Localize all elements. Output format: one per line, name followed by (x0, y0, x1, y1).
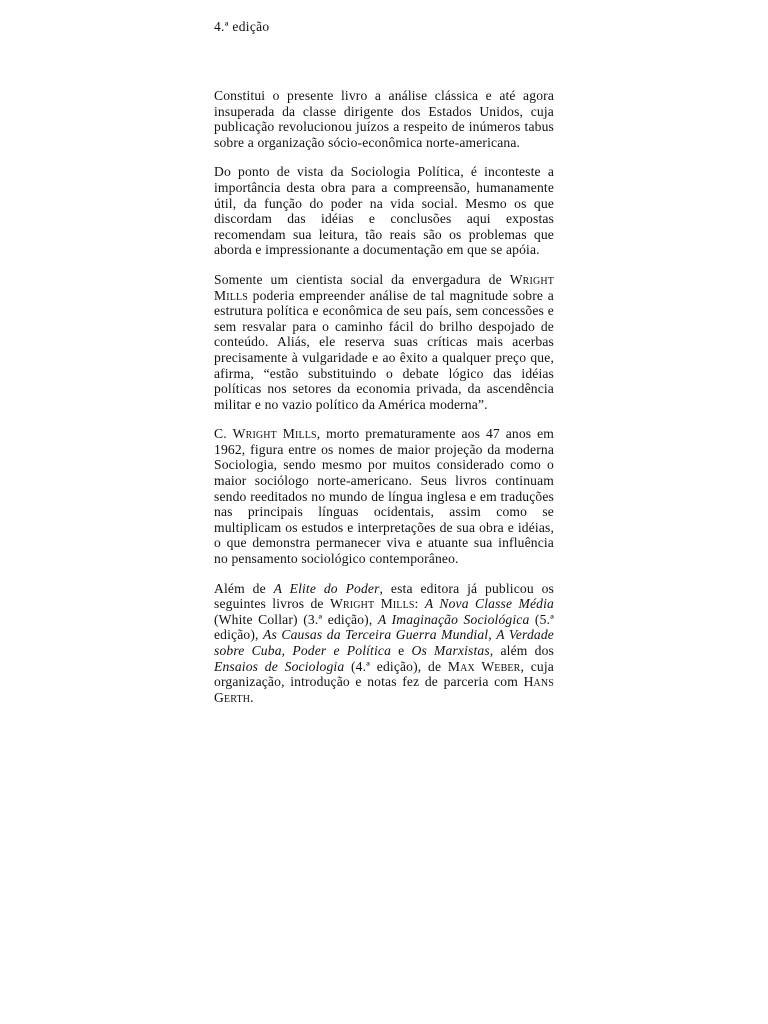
author-name: Wright Mills (214, 271, 554, 303)
author-name: Max Weber (447, 658, 521, 674)
p5-t11: , cuja organização, introdução e notas fez de parceria com (214, 658, 554, 690)
p5-t2: , esta editora já publicou os seguintes livros de (214, 580, 554, 612)
p5-t8: e (398, 643, 405, 658)
book-title: Os Marxistas (411, 643, 490, 658)
p5-t4: (White Collar) (3.ª edição), (214, 611, 373, 627)
p4-initial: C. (214, 426, 227, 442)
author-name: Wright Mills (232, 426, 317, 442)
book-title: A Elite do Poder (273, 580, 380, 596)
book-title: As Causas da Terceira Guerra Mundial (263, 627, 489, 643)
p5-t5: (5.ª edição), (214, 611, 554, 643)
p5-t6: , (488, 627, 492, 643)
book-title: Ensaios de Sociologia (214, 658, 345, 674)
p5-t12: . (250, 689, 254, 705)
edition-label: 4.ª edição (214, 19, 270, 34)
book-description (214, 88, 554, 719)
paragraph-intro: Constitui o presente livro a análise clássica e até agora insuperada da classe dirigente dos Estados Unidos, cuja publicação revolucionou juízos a respeito de inúmeros tabus sobre a organização sócio-econômica norte-americana. (214, 88, 554, 150)
p5-t3: : (414, 596, 419, 612)
p3-text-b: poderia empreender análise de tal magnitude sobre a estrutura política e econômica de seu país, sem concessões e sem resvalar para o caminho fácil do brilho despojado de conteúdo. Aliás, ele reserva suas críticas mais acerbas precisamente à vulgaridade e ao êxito a qualquer preço que, afirma, “estão substituindo o debate lógico das idéias políticas nos setores da economia privada, da ascendência militar e no vazio político da América moderna”. (214, 287, 554, 412)
p5-t1: Além de (214, 580, 266, 596)
book-title: Poder e Política (292, 643, 392, 658)
author-name: Wright Mills (329, 596, 415, 612)
paragraph-other-works (214, 581, 554, 706)
p4-rest: , morto prematuramente aos 47 anos em 1962, figura entre os nomes de maior projeção da moderna Sociologia, sendo mesmo por muitos considerado como o maior sociólogo norte-americano. Seus livros continuam sendo reeditados no mundo de língua inglesa e em traduções nas principais línguas ocidentais, assim como se multiplicam os estudos e interpretações de sua obra e idéias, o que demonstra permanecer viva e atuante sua influência no pensamento sociológico contemporâneo. (214, 426, 554, 567)
paragraph-author-bio (214, 426, 554, 566)
book-title: A Nova Classe Média (424, 596, 554, 612)
book-title: A Imaginação Sociológica (377, 611, 530, 627)
book-title: A Verdade sobre Cuba (214, 627, 554, 658)
author-name: Hans Gerth (214, 674, 554, 705)
paragraph-political-sociology: Do ponto de vista da Sociologia Política, é inconteste a importância desta obra para a compreensão, humanamente útil, da função do poder na vida social. Mesmo os que discordam das idéias e conclusões aqui expostas recomendam sua leitura, tão reais são os problemas que aborda e impressionante a documentação em que se apóia. (214, 164, 554, 258)
p5-t10: (4.ª edição), de (350, 658, 442, 674)
paragraph-author-scope (214, 272, 554, 412)
p3-text-a: Somente um cientista social da envergadura de (214, 271, 502, 287)
p5-t9: , além dos (489, 643, 554, 658)
p5-t7: , (281, 643, 286, 658)
